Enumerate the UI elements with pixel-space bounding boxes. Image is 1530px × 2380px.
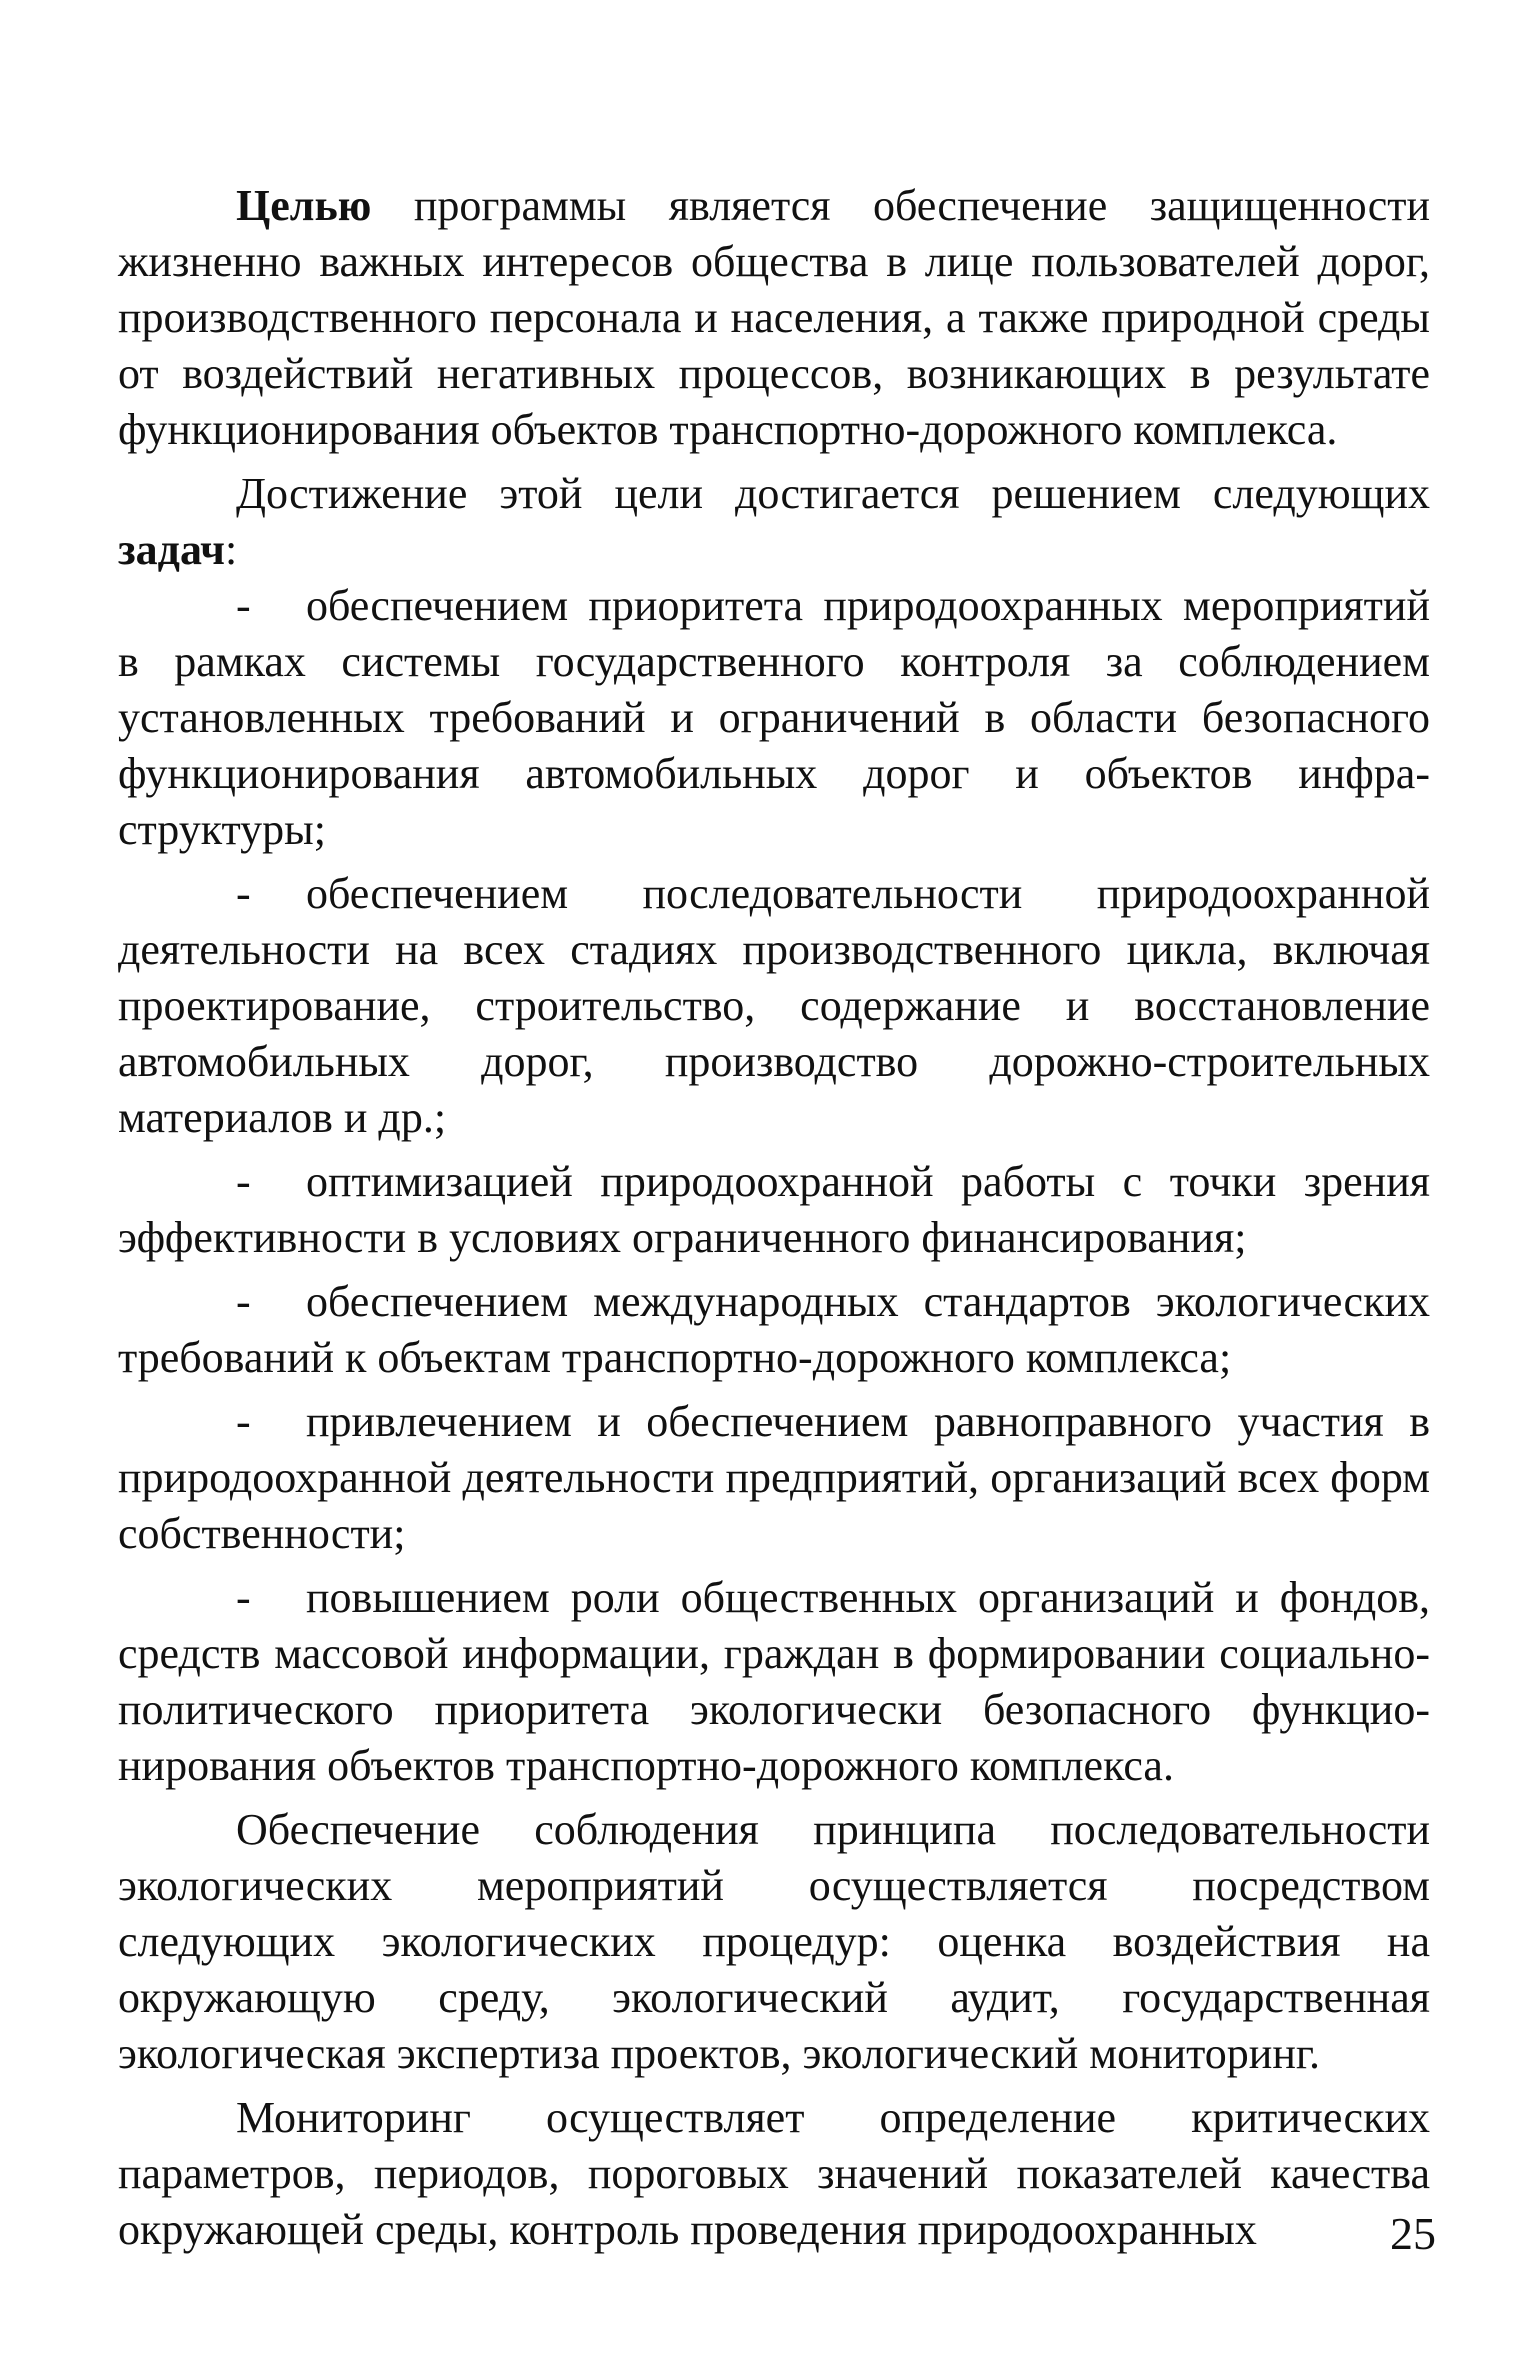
task-dash: -	[236, 581, 251, 630]
task-item	[118, 1154, 1430, 1266]
task-item	[118, 578, 1430, 858]
task-text: обеспечением приоритета природоохранных мероприятий в рамках системы государственного контроля за соблюдением установленных требований и ограничений в области безопасного функционирования автомобильных дорог и объектов инфраструктуры;	[118, 581, 1430, 854]
task-dash: -	[236, 1157, 251, 1206]
achievement-text: Достижение этой цели достигается решением следующих	[236, 469, 1430, 518]
monitoring-paragraph	[118, 2090, 1430, 2258]
task-text: оптимизацией природоохранной работы с точки зрения эффективности в условиях ограниченного финансирования;	[118, 1157, 1430, 1262]
goal-text: программы является обеспечение защищенности жизненно важных интересов общества в лице пользователей дорог, производственного персонала и населения, а также природной среды от воздействий негативных процессов, возникающих в результате функционирования объектов транспортно-дорожного комплекса.	[118, 181, 1430, 454]
task-dash: -	[236, 869, 251, 918]
principle-paragraph	[118, 1802, 1430, 2082]
monitoring-text: Мониторинг осуществляет определение критических параметров, периодов, пороговых значений показателей качества окружающей среды, контроль проведения природоохранных	[118, 2093, 1430, 2254]
page-body	[118, 178, 1430, 2266]
principle-text: Обеспечение соблюдения принципа последовательности экологических мероприятий осуществляется посредством следующих экологических процедур: оценка воздействия на окружающую среду, экологический аудит, государственная экологическая экспертиза проектов, экологический мониторинг.	[118, 1805, 1430, 2078]
task-item	[118, 1394, 1430, 1562]
task-text: привлечением и обеспечением равноправного участия в природоохранной деятельности предприятий, организаций всех форм собственности;	[118, 1397, 1430, 1558]
task-text: обеспечением международных стандартов экологических требований к объектам транспортно-дорожного комплекса;	[118, 1277, 1430, 1382]
achievement-paragraph	[118, 466, 1430, 578]
achievement-colon: :	[225, 525, 238, 574]
task-dash: -	[236, 1397, 251, 1446]
task-item	[118, 1274, 1430, 1386]
task-text: обеспечением последовательности природоохранной деятельности на всех стадиях производственного цикла, включая проектирование, строительство, содержание и восстановление автомобильных дорог, производство дорожно-строительных материалов и др.;	[118, 869, 1430, 1142]
goal-bold-lead: Целью	[236, 181, 372, 230]
task-dash: -	[236, 1573, 251, 1622]
page-number: 25	[1390, 2208, 1436, 2259]
task-text: повышением роли общественных организаций и фондов, средств массовой информации, граждан в формировании социальнополитического приоритета экологически безопасного функционирования объектов транспортно-дорожного комплекса.	[118, 1573, 1430, 1790]
task-item	[118, 1570, 1430, 1794]
task-item	[118, 866, 1430, 1146]
goal-paragraph	[118, 178, 1430, 458]
achievement-bold-tail: задач	[118, 525, 225, 574]
task-dash: -	[236, 1277, 251, 1326]
